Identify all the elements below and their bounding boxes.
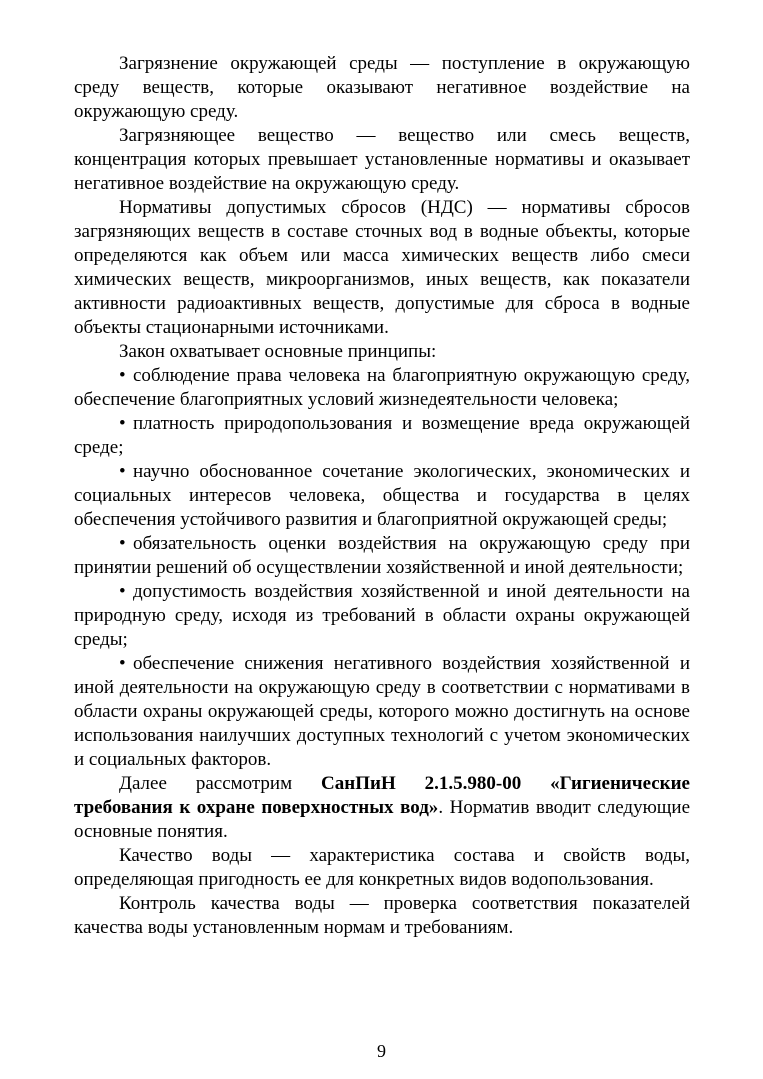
bullet-icon: • [119,653,126,674]
paragraph-pollutant-definition: Загрязняющее вещество — вещество или смесь веществ, концентрация которых превышает установленные нормативы и оказывает негативное воздействие на окружающую среду. [74,125,690,194]
list-item-text: научно обоснованное сочетание экологических, экономических и социальных интересов человека, общества и государства в целях обеспечения устойчивого развития и благоприятной окружающей среды; [74,461,690,530]
list-item [74,532,690,580]
list-item [74,460,690,532]
paragraph-water-quality-definition: Качество воды — характеристика состава и свойств воды, определяющая пригодность ее для конкретных видов водопользования. [74,845,690,890]
bullet-icon: • [119,365,126,386]
paragraph-water-quality-control-definition: Контроль качества воды — проверка соответствия показателей качества воды установленным нормам и требованиям. [74,893,690,938]
list-item-text: соблюдение права человека на благоприятную окружающую среду, обеспечение благоприятных условий жизнедеятельности человека; [74,365,690,410]
page-body [74,52,690,940]
bullet-icon: • [119,461,126,482]
sanpin-prefix: Далее рассмотрим [119,773,322,794]
list-item-text: обязательность оценки воздействия на окружающую среду при принятии решений об осуществлении хозяйственной и иной деятельности; [74,533,690,578]
list-item-text: обеспечение снижения негативного воздействия хозяйственной и иной деятельности на окружающую среду в соответствии с нормативами в области охраны окружающей среды, которого можно достигнуть на основе использования наилучших доступных технологий с учетом экономических и социальных факторов. [74,653,690,770]
paragraph-nds-definition: Нормативы допустимых сбросов (НДС) — нормативы сбросов загрязняющих веществ в составе сточных вод в водные объекты, которые определяются как объем или масса химических веществ либо смеси химических веществ, микроорганизмов, иных веществ, как показатели активности радиоактивных веществ, допустимые для сброса в водные объекты стационарными источниками. [74,197,690,338]
sanpin-document-title: СанПиН 2.1.5.980-00 «Гигиенические требования к охране поверхностных вод» [74,773,690,818]
list-item [74,364,690,412]
list-item [74,580,690,652]
page-number: 9 [377,1041,386,1061]
bullet-icon: • [119,533,126,554]
bullet-icon: • [119,413,126,434]
principles-list [74,364,690,772]
list-item-text: платность природопользования и возмещение вреда окружающей среде; [74,413,690,458]
paragraph-sanpin-intro [74,772,690,844]
list-item-text: допустимость воздействия хозяйственной и иной деятельности на природную среду, исходя из требований в области охраны окружающей среды; [74,581,690,650]
list-item [74,412,690,460]
paragraph-law-principles-intro: Закон охватывает основные принципы: [119,341,437,362]
paragraph-pollution-definition: Загрязнение окружающей среды — поступление в окружающую среду веществ, которые оказывают негативное воздействие на окружающую среду. [74,53,690,122]
list-item [74,652,690,772]
bullet-icon: • [119,581,126,602]
sanpin-suffix: . Норматив вводит следующие основные понятия. [74,797,691,842]
